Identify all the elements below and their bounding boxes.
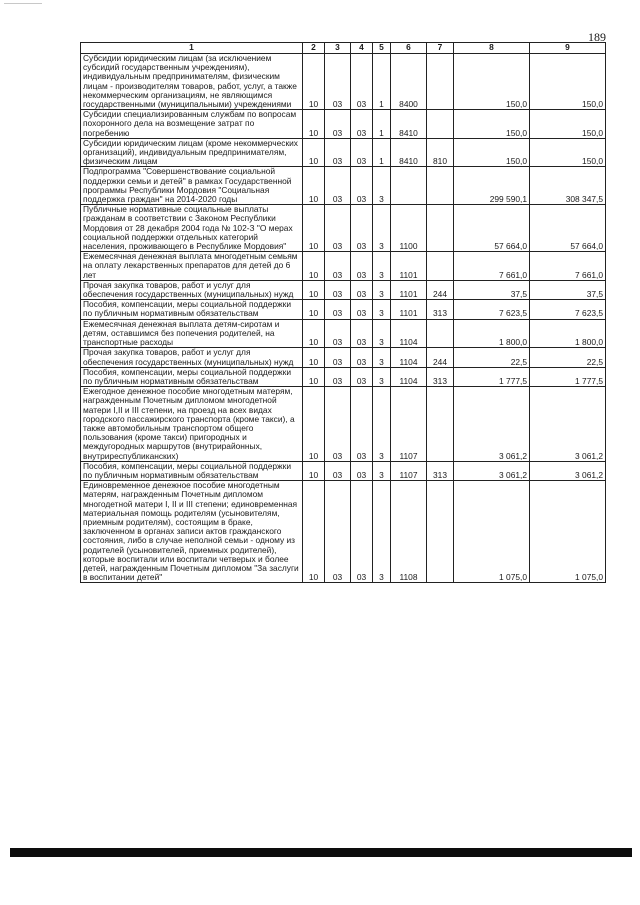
row-name: Пособия, компенсации, меры социальной поддержки по публичным нормативным обязательствам (81, 461, 303, 480)
code-section: 10 (303, 461, 325, 480)
code-direction: 1104 (391, 348, 427, 367)
scan-mark (4, 3, 42, 4)
scan-edge-bar (10, 848, 632, 857)
code-subprogram: 3 (373, 387, 391, 462)
code-subsection: 03 (325, 280, 351, 299)
row-name: Субсидии специализированным службам по вопросам похоронного дела на возмещение затрат по погребению (81, 110, 303, 139)
code-subsection: 03 (325, 461, 351, 480)
code-subprogram: 3 (373, 300, 391, 319)
code-subprogram: 3 (373, 367, 391, 386)
table-row (81, 300, 606, 319)
table-row (81, 54, 606, 110)
amount-col-9: 308 347,5 (530, 167, 606, 205)
amount-col-8: 1 800,0 (454, 319, 530, 348)
table-body (81, 54, 606, 583)
code-subprogram: 1 (373, 138, 391, 167)
code-program: 03 (351, 367, 373, 386)
amount-col-8: 37,5 (454, 280, 530, 299)
code-subprogram: 3 (373, 348, 391, 367)
table-row (81, 481, 606, 583)
amount-col-9: 3 061,2 (530, 461, 606, 480)
row-name: Ежегодное денежное пособие многодетным матерям, награжденным Почетным дипломом многодетной матери I,II и III степени, на проезд на всех видах городского пассажирского транспорта (кроме такси), а также автомобильным транспортом общего пользования (кроме такси) пригородных и междугородных маршрутов (внутрирайонных, внутриреспубликанских) (81, 387, 303, 462)
table-row (81, 138, 606, 167)
code-expense-type (427, 167, 454, 205)
header-col-1: 1 (81, 43, 303, 54)
amount-col-8: 299 590,1 (454, 167, 530, 205)
amount-col-8: 7 623,5 (454, 300, 530, 319)
code-subsection: 03 (325, 110, 351, 139)
amount-col-9: 150,0 (530, 110, 606, 139)
code-direction: 8410 (391, 138, 427, 167)
row-name: Субсидии юридическим лицам (кроме некоммерческих организаций), индивидуальным предпринимателям, физическим лицам (81, 138, 303, 167)
code-subprogram: 3 (373, 205, 391, 252)
amount-col-9: 150,0 (530, 54, 606, 110)
row-name: Пособия, компенсации, меры социальной поддержки по публичным нормативным обязательствам (81, 367, 303, 386)
table-row (81, 348, 606, 367)
header-col-9: 9 (530, 43, 606, 54)
code-section: 10 (303, 205, 325, 252)
code-subsection: 03 (325, 367, 351, 386)
amount-col-9: 22,5 (530, 348, 606, 367)
amount-col-8: 1 075,0 (454, 481, 530, 583)
row-name: Прочая закупка товаров, работ и услуг для обеспечения государственных (муниципальных) нужд (81, 348, 303, 367)
header-row (81, 43, 606, 54)
code-expense-type: 244 (427, 348, 454, 367)
code-subprogram: 3 (373, 252, 391, 281)
code-program: 03 (351, 461, 373, 480)
code-expense-type (427, 387, 454, 462)
code-direction: 1107 (391, 461, 427, 480)
code-program: 03 (351, 481, 373, 583)
code-program: 03 (351, 252, 373, 281)
code-direction: 8410 (391, 110, 427, 139)
code-direction: 1104 (391, 319, 427, 348)
amount-col-9: 1 075,0 (530, 481, 606, 583)
code-subprogram: 1 (373, 110, 391, 139)
code-section: 10 (303, 319, 325, 348)
amount-col-8: 3 061,2 (454, 461, 530, 480)
code-program: 03 (351, 319, 373, 348)
code-subsection: 03 (325, 481, 351, 583)
amount-col-8: 1 777,5 (454, 367, 530, 386)
code-section: 10 (303, 110, 325, 139)
code-direction: 1101 (391, 252, 427, 281)
amount-col-8: 150,0 (454, 54, 530, 110)
code-subsection: 03 (325, 138, 351, 167)
code-direction: 8400 (391, 54, 427, 110)
code-direction: 1101 (391, 280, 427, 299)
code-direction: 1100 (391, 205, 427, 252)
code-direction: 1107 (391, 387, 427, 462)
code-section: 10 (303, 300, 325, 319)
code-subprogram: 3 (373, 461, 391, 480)
table-row (81, 205, 606, 252)
code-program: 03 (351, 387, 373, 462)
amount-col-9: 1 777,5 (530, 367, 606, 386)
code-program: 03 (351, 138, 373, 167)
code-expense-type (427, 319, 454, 348)
row-name: Субсидии юридическим лицам (за исключением субсидий государственным учреждениям), индивидуальным предпринимателям, физическим лицам - производителям товаров, работ, услуг, а также некоммерческим организациям, не являющимся государственными (муниципальными) учреждениями (81, 54, 303, 110)
amount-col-8: 57 664,0 (454, 205, 530, 252)
amount-col-8: 3 061,2 (454, 387, 530, 462)
table-row (81, 110, 606, 139)
amount-col-9: 57 664,0 (530, 205, 606, 252)
amount-col-8: 22,5 (454, 348, 530, 367)
header-col-8: 8 (454, 43, 530, 54)
code-expense-type (427, 54, 454, 110)
code-program: 03 (351, 280, 373, 299)
code-section: 10 (303, 367, 325, 386)
code-expense-type: 313 (427, 300, 454, 319)
row-name: Ежемесячная денежная выплата многодетным семьям на оплату лекарственных препаратов для детей до 6 лет (81, 252, 303, 281)
code-program: 03 (351, 205, 373, 252)
code-expense-type: 810 (427, 138, 454, 167)
code-subsection: 03 (325, 252, 351, 281)
code-direction: 1104 (391, 367, 427, 386)
code-program: 03 (351, 348, 373, 367)
code-expense-type: 313 (427, 367, 454, 386)
code-section: 10 (303, 252, 325, 281)
code-subprogram: 1 (373, 54, 391, 110)
code-expense-type (427, 205, 454, 252)
code-direction (391, 167, 427, 205)
code-program: 03 (351, 167, 373, 205)
code-subsection: 03 (325, 205, 351, 252)
header-col-7: 7 (427, 43, 454, 54)
code-section: 10 (303, 280, 325, 299)
code-section: 10 (303, 348, 325, 367)
code-subprogram: 3 (373, 280, 391, 299)
table-row (81, 367, 606, 386)
code-expense-type: 313 (427, 461, 454, 480)
header-col-6: 6 (391, 43, 427, 54)
code-direction: 1101 (391, 300, 427, 319)
table-row (81, 280, 606, 299)
header-col-5: 5 (373, 43, 391, 54)
table-row (81, 387, 606, 462)
header-col-2: 2 (303, 43, 325, 54)
page-number: 189 (588, 30, 606, 44)
row-name: Публичные нормативные социальные выплаты гражданам в соответствии с Законом Республики Мордовия от 28 декабря 2004 года № 102-З "О мерах социальной поддержки отдельных категорий населения, проживающего в Республике Мордовия" (81, 205, 303, 252)
amount-col-9: 7 661,0 (530, 252, 606, 281)
budget-table (80, 42, 606, 583)
code-section: 10 (303, 167, 325, 205)
amount-col-9: 3 061,2 (530, 387, 606, 462)
code-subprogram: 3 (373, 167, 391, 205)
code-program: 03 (351, 110, 373, 139)
code-direction: 1108 (391, 481, 427, 583)
code-subsection: 03 (325, 167, 351, 205)
table-row (81, 167, 606, 205)
code-subsection: 03 (325, 54, 351, 110)
row-name: Прочая закупка товаров, работ и услуг для обеспечения государственных (муниципальных) нужд (81, 280, 303, 299)
code-expense-type (427, 252, 454, 281)
table-row (81, 461, 606, 480)
amount-col-8: 150,0 (454, 138, 530, 167)
amount-col-8: 7 661,0 (454, 252, 530, 281)
code-subsection: 03 (325, 300, 351, 319)
code-subprogram: 3 (373, 319, 391, 348)
amount-col-9: 37,5 (530, 280, 606, 299)
table-row (81, 252, 606, 281)
amount-col-9: 150,0 (530, 138, 606, 167)
code-section: 10 (303, 387, 325, 462)
row-name: Ежемесячная денежная выплата детям-сиротам и детям, оставшимся без попечения родителей, на транспортные расходы (81, 319, 303, 348)
row-name: Подпрограмма "Совершенствование социальной поддержки семьи и детей" в рамках Государственной программы Республики Мордовия "Социальная поддержка граждан" на 2014-2020 годы (81, 167, 303, 205)
row-name: Единовременное денежное пособие многодетным матерям, награжденным Почетным дипломом многодетной матери I, II и III степени; единовременная материальная помощь родителям (усыновителям, приемным родителям), состоящим в браке, заключенном в органах записи актов гражданского состояния, либо в случае неполной семьи - одному из родителей (усыновителей, приемных родителей), которые воспитали или воспитали четверых и более детей, награжденным Почетным дипломом "За заслуги в воспитании детей" (81, 481, 303, 583)
row-name: Пособия, компенсации, меры социальной поддержки по публичным нормативным обязательствам (81, 300, 303, 319)
code-section: 10 (303, 481, 325, 583)
code-program: 03 (351, 54, 373, 110)
code-program: 03 (351, 300, 373, 319)
header-col-3: 3 (325, 43, 351, 54)
table-row (81, 319, 606, 348)
code-expense-type (427, 110, 454, 139)
amount-col-9: 7 623,5 (530, 300, 606, 319)
code-section: 10 (303, 138, 325, 167)
amount-col-9: 1 800,0 (530, 319, 606, 348)
code-subsection: 03 (325, 348, 351, 367)
code-expense-type (427, 481, 454, 583)
code-subsection: 03 (325, 387, 351, 462)
amount-col-8: 150,0 (454, 110, 530, 139)
code-section: 10 (303, 54, 325, 110)
code-expense-type: 244 (427, 280, 454, 299)
code-subsection: 03 (325, 319, 351, 348)
code-subprogram: 3 (373, 481, 391, 583)
header-col-4: 4 (351, 43, 373, 54)
